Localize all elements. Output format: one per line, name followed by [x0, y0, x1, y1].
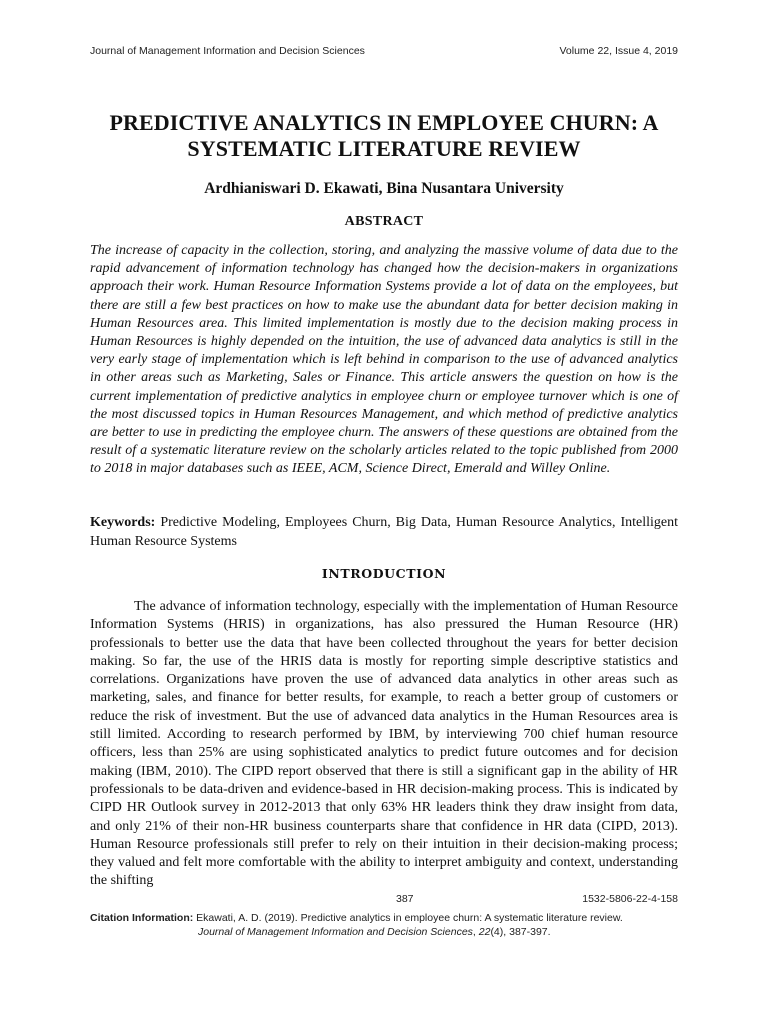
- citation-information: [90, 912, 678, 939]
- keywords-paragraph: [90, 514, 678, 551]
- journal-name: Journal of Management Information and Decision Sciences: [90, 45, 365, 57]
- volume-issue: Volume 22, Issue 4, 2019: [559, 45, 678, 57]
- article-title: PREDICTIVE ANALYTICS IN EMPLOYEE CHURN: A SYSTEMATIC LITERATURE REVIEW: [109, 110, 659, 161]
- citation-journal: Journal of Management Information and Decision Sciences: [198, 925, 473, 938]
- abstract-text: The increase of capacity in the collection, storing, and analyzing the massive volume of data due to the rapid advancement of information technology has changed how the decision-makers in organizations approach their work. Human Resource Information Systems provide a lot of data on the employees, but there are still a few best practices on how to make use the abundant data for better decision making in Human Resources area. This limited implementation is mostly due to the decision making process in Human Resources is highly depended on the intuition, the use of advanced data analytics is still in the very early stage of implementation which is left behind in comparison to the use of advanced analytics in other areas such as Marketing, Sales or Finance. This article answers the question on how is the current implementation of predictive analytics in employee churn or employee turnover which is one of the most discussed topics in Human Resources Management, and which method of predictive analytics are better to use in predicting the employee churn. The answers of these questions are obtained from the result of a systematic literature review on the scholarly articles related to the topic published from 2000 to 2018 in major databases such as IEEE, ACM, Science Direct, Emerald and Willey Online.: [90, 243, 678, 477]
- citation-continuation: [90, 926, 678, 940]
- introduction-heading: INTRODUCTION: [321, 566, 447, 581]
- citation-separator: ,: [472, 925, 479, 938]
- abstract-heading: ABSTRACT: [344, 214, 424, 229]
- introduction-text: The advance of information technology, especially with the implementation of Human Resource Information Systems (HRIS) in organizations, has also pressured the Human Resource (HR) professionals to better use the data that have been collected throughout the years for better decision making. So far, the use of the HRIS data is mostly for reporting simple descriptive statistics and correlations. Organizations have proven the use of advanced data analytics in other areas such as marketing, sales, and finance for better results, for example, to reach a better group of customers or reduce the risk of investment. But the use of advanced data analytics in the Human Resources area is still limited. According to research performed by IBM, by interviewing 700 chief human resource officers, less than 25% are using sophisticated analytics to predict future outcomes and for decision making (IBM, 2010). The CIPD report observed that there is still a significant gap in the ability of HR professionals to be data-driven and evidence-based in HR decision-making process. This is indicated by CIPD HR Outlook survey in 2012-2013 that only 63% HR leaders think they draw insight from data, and only 21% of their non-HR business counterparts share that confidence in HR data (CIPD, 2013). Human Resource professionals still prefer to rely on their intuition in their decision-making process; they valued and felt more comfortable with the ability to interpret ambiguity and context, understanding the shifting: [90, 599, 678, 889]
- citation-volume: 22: [478, 925, 491, 938]
- keywords-label: Keywords:: [90, 515, 156, 530]
- keywords-list: Predictive Modeling, Employees Churn, Big Data, Human Resource Analytics, Intelligent Human Resource Systems: [90, 515, 679, 549]
- article-id: 1532-5806-22-4-158: [582, 893, 678, 905]
- citation-suffix: (4), 387-397.: [490, 925, 551, 938]
- citation-label: Citation Information:: [90, 912, 194, 924]
- page-number: 387: [396, 893, 414, 905]
- citation-prefix: Ekawati, A. D. (2019). Predictive analytics in employee churn: A systematic literature review.: [196, 912, 623, 924]
- author-line: Ardhianiswari D. Ekawati, Bina Nusantara University: [204, 180, 564, 197]
